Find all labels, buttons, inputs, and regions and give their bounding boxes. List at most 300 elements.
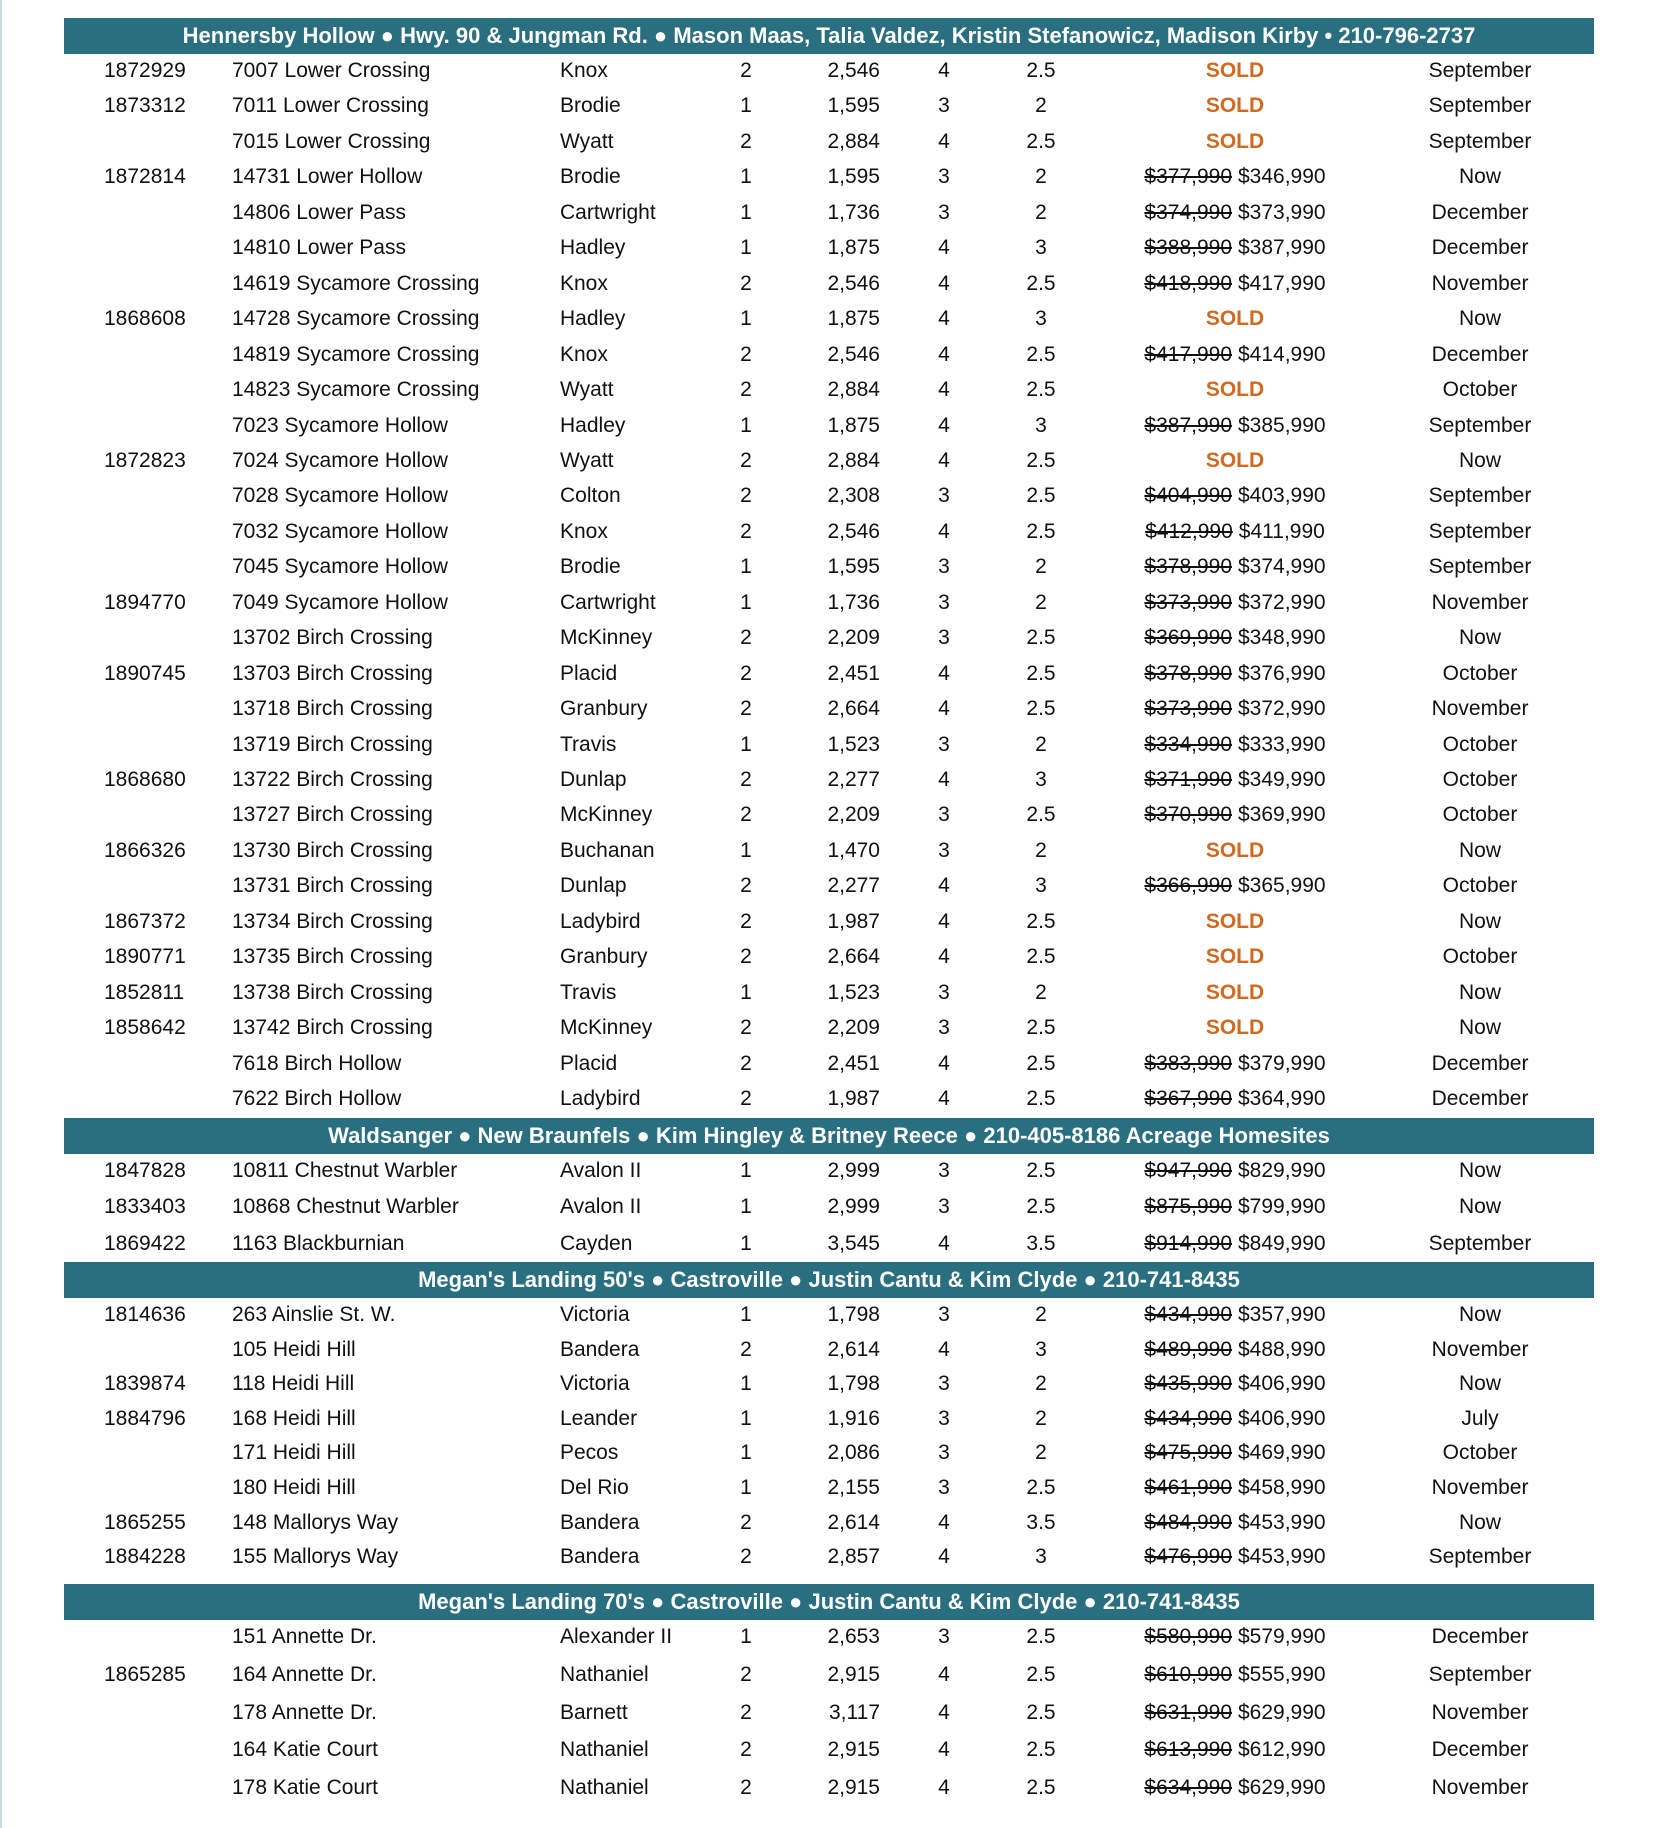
price-cell — [1120, 1011, 1350, 1045]
availability: Now — [1458, 1159, 1501, 1182]
current-price: $369,990 — [1238, 803, 1326, 826]
mls-number — [104, 409, 214, 443]
stories: 1 — [740, 307, 752, 330]
square-feet: 2,546 — [827, 343, 880, 366]
original-price: $377,990 — [1144, 165, 1232, 188]
bedrooms: 3 — [938, 484, 950, 507]
price-cell — [1120, 1771, 1350, 1805]
availability: July — [1461, 1407, 1499, 1430]
address: 7024 Sycamore Hollow — [232, 449, 448, 472]
bathrooms: 2.5 — [1026, 1625, 1056, 1648]
bathrooms: 2 — [1035, 1407, 1047, 1430]
price-cell — [1120, 1190, 1350, 1224]
stories: 2 — [740, 1738, 752, 1761]
mls-number — [104, 1471, 214, 1505]
current-price: $387,990 — [1238, 236, 1326, 259]
mls-number — [104, 267, 214, 301]
listing-row — [0, 976, 1658, 1010]
listing-row — [0, 1333, 1658, 1367]
price-cell — [1120, 550, 1350, 584]
listing-row — [0, 1436, 1658, 1470]
bedrooms: 4 — [938, 272, 950, 295]
mls-number: 1884228 — [104, 1545, 186, 1568]
price-cell — [1120, 1620, 1350, 1654]
bathrooms: 2.5 — [1026, 1016, 1056, 1039]
price-cell — [1120, 1047, 1350, 1081]
original-price: $489,990 — [1144, 1338, 1232, 1361]
bathrooms: 2.5 — [1026, 449, 1056, 472]
stories: 1 — [740, 94, 752, 117]
availability: November — [1431, 1776, 1529, 1799]
square-feet: 3,117 — [829, 1701, 880, 1724]
sold-status: SOLD — [1205, 981, 1265, 1004]
current-price: $379,990 — [1238, 1052, 1326, 1075]
availability: December — [1431, 1625, 1529, 1648]
current-price: $453,990 — [1238, 1545, 1326, 1568]
sold-status: SOLD — [1205, 910, 1265, 933]
bathrooms: 2.5 — [1026, 1663, 1056, 1686]
listing-row — [0, 1011, 1658, 1045]
original-price: $461,990 — [1144, 1476, 1232, 1499]
floor-plan: Avalon II — [560, 1195, 642, 1218]
listing-row — [0, 940, 1658, 974]
availability: November — [1431, 272, 1529, 295]
bedrooms: 3 — [938, 555, 950, 578]
stories: 2 — [740, 484, 752, 507]
floor-plan: Brodie — [560, 555, 621, 578]
listing-row — [0, 1471, 1658, 1505]
original-price: $580,990 — [1144, 1625, 1232, 1648]
original-price: $634,990 — [1144, 1776, 1232, 1799]
stories: 2 — [740, 1701, 752, 1724]
mls-number — [104, 338, 214, 372]
price-cell — [1120, 89, 1350, 123]
current-price: $469,990 — [1238, 1441, 1326, 1464]
bathrooms: 2 — [1035, 201, 1047, 224]
current-price: $373,990 — [1238, 201, 1326, 224]
current-price: $365,990 — [1238, 874, 1326, 897]
mls-number: 1839874 — [104, 1372, 186, 1395]
mls-number — [104, 692, 214, 726]
availability: Now — [1458, 1372, 1501, 1395]
bathrooms: 2 — [1035, 733, 1047, 756]
mls-number — [104, 1436, 214, 1470]
mls-number: 1865255 — [104, 1511, 186, 1534]
mls-number — [104, 1047, 214, 1081]
square-feet: 2,614 — [827, 1511, 880, 1534]
mls-number: 1872823 — [104, 449, 186, 472]
stories: 2 — [740, 1052, 752, 1075]
address: 13727 Birch Crossing — [232, 803, 433, 826]
listing-row — [0, 1540, 1658, 1574]
listing-row — [0, 869, 1658, 903]
current-price: $346,990 — [1238, 165, 1326, 188]
bathrooms: 2 — [1035, 94, 1047, 117]
square-feet: 1,523 — [827, 981, 880, 1004]
stories: 2 — [740, 1776, 752, 1799]
floor-plan: Del Rio — [560, 1476, 629, 1499]
availability: Now — [1458, 1511, 1501, 1534]
bathrooms: 2.5 — [1026, 1701, 1056, 1724]
bathrooms: 3.5 — [1026, 1511, 1056, 1534]
bedrooms: 4 — [938, 1776, 950, 1799]
bedrooms: 3 — [938, 1016, 950, 1039]
floor-plan: Cartwright — [560, 201, 656, 224]
price-cell — [1120, 1367, 1350, 1401]
square-feet: 2,277 — [827, 874, 880, 897]
bathrooms: 2.5 — [1026, 662, 1056, 685]
bathrooms: 2.5 — [1026, 1776, 1056, 1799]
square-feet: 2,614 — [827, 1338, 880, 1361]
availability: Now — [1458, 626, 1501, 649]
bathrooms: 3 — [1035, 236, 1047, 259]
price-cell — [1120, 479, 1350, 513]
price-cell — [1120, 1506, 1350, 1540]
address: 168 Heidi Hill — [232, 1407, 356, 1430]
floor-plan: Victoria — [560, 1372, 630, 1395]
address: 7007 Lower Crossing — [232, 59, 431, 82]
floor-plan: Leander — [560, 1407, 638, 1430]
mls-number: 1833403 — [104, 1195, 186, 1218]
square-feet: 1,875 — [827, 414, 880, 437]
price-cell — [1120, 1333, 1350, 1367]
bedrooms: 3 — [938, 1303, 950, 1326]
original-price: $434,990 — [1144, 1407, 1232, 1430]
floor-plan: Nathaniel — [560, 1663, 649, 1686]
availability: December — [1431, 1087, 1529, 1110]
bedrooms: 4 — [938, 1663, 950, 1686]
availability: September — [1428, 94, 1532, 117]
current-price: $348,990 — [1238, 626, 1326, 649]
price-cell — [1120, 763, 1350, 797]
current-price: $372,990 — [1238, 591, 1326, 614]
listing-row — [0, 550, 1658, 584]
current-price: $579,990 — [1238, 1625, 1326, 1648]
original-price: $383,990 — [1144, 1052, 1232, 1075]
stories: 2 — [740, 803, 752, 826]
bathrooms: 3 — [1035, 768, 1047, 791]
mls-number — [104, 1082, 214, 1116]
address: 14819 Sycamore Crossing — [232, 343, 480, 366]
bathrooms: 2.5 — [1026, 910, 1056, 933]
community-header: Hennersby Hollow ● Hwy. 90 & Jungman Rd. ● Mason Maas, Talia Valdez, Kristin Stefanowicz, Madison Kirby • 210-796-2737 — [64, 18, 1594, 54]
current-price: $629,990 — [1238, 1776, 1326, 1799]
floor-plan: McKinney — [560, 626, 653, 649]
floor-plan: Placid — [560, 1052, 618, 1075]
availability: Now — [1458, 839, 1501, 862]
price-cell — [1120, 160, 1350, 194]
availability: October — [1442, 945, 1518, 968]
floor-plan: Ladybird — [560, 910, 641, 933]
availability: October — [1442, 874, 1518, 897]
square-feet: 1,798 — [827, 1303, 880, 1326]
square-feet: 2,653 — [827, 1625, 880, 1648]
original-price: $373,990 — [1144, 591, 1232, 614]
mls-number — [104, 231, 214, 265]
square-feet: 1,736 — [827, 591, 880, 614]
bedrooms: 4 — [938, 449, 950, 472]
availability: November — [1431, 591, 1529, 614]
bedrooms: 4 — [938, 1738, 950, 1761]
stories: 2 — [740, 768, 752, 791]
availability: December — [1431, 343, 1529, 366]
original-price: $404,990 — [1144, 484, 1232, 507]
current-price: $364,990 — [1238, 1087, 1326, 1110]
original-price: $378,990 — [1144, 555, 1232, 578]
floor-plan: Hadley — [560, 414, 626, 437]
listing-row — [0, 763, 1658, 797]
bedrooms: 4 — [938, 343, 950, 366]
price-cell — [1120, 692, 1350, 726]
stories: 2 — [740, 626, 752, 649]
floor-plan: Knox — [560, 520, 608, 543]
square-feet: 2,999 — [827, 1159, 880, 1182]
bathrooms: 2.5 — [1026, 945, 1056, 968]
original-price: $484,990 — [1144, 1511, 1232, 1534]
stories: 1 — [740, 414, 752, 437]
address: 7045 Sycamore Hollow — [232, 555, 448, 578]
bedrooms: 4 — [938, 945, 950, 968]
listing-row — [0, 54, 1658, 88]
stories: 1 — [740, 1476, 752, 1499]
availability: November — [1431, 697, 1529, 720]
sold-status: SOLD — [1205, 839, 1265, 862]
stories: 1 — [740, 1407, 752, 1430]
mls-number: 1865285 — [104, 1663, 186, 1686]
stories: 1 — [740, 1195, 752, 1218]
original-price: $417,990 — [1144, 343, 1232, 366]
bedrooms: 3 — [938, 165, 950, 188]
mls-number: 1890771 — [104, 945, 186, 968]
current-price: $555,990 — [1238, 1663, 1326, 1686]
address: 13719 Birch Crossing — [232, 733, 433, 756]
bedrooms: 3 — [938, 733, 950, 756]
bathrooms: 2.5 — [1026, 1195, 1056, 1218]
price-cell — [1120, 267, 1350, 301]
bedrooms: 4 — [938, 1338, 950, 1361]
original-price: $412,990 — [1145, 520, 1233, 543]
price-cell — [1120, 1471, 1350, 1505]
listing-row — [0, 373, 1658, 407]
stories: 2 — [740, 1545, 752, 1568]
bedrooms: 3 — [938, 1407, 950, 1430]
price-cell — [1120, 231, 1350, 265]
stories: 1 — [740, 1303, 752, 1326]
square-feet: 1,595 — [827, 165, 880, 188]
floor-plan: Victoria — [560, 1303, 630, 1326]
price-cell — [1120, 54, 1350, 88]
bathrooms: 2 — [1035, 165, 1047, 188]
mls-number: 1867372 — [104, 910, 186, 933]
square-feet: 2,155 — [827, 1476, 880, 1499]
square-feet: 2,451 — [827, 1052, 880, 1075]
original-price: $613,990 — [1144, 1738, 1232, 1761]
address: 13734 Birch Crossing — [232, 910, 433, 933]
availability: December — [1431, 1738, 1529, 1761]
stories: 1 — [740, 1159, 752, 1182]
mls-number: 1872814 — [104, 165, 186, 188]
floor-plan: Bandera — [560, 1545, 640, 1568]
current-price: $488,990 — [1238, 1338, 1326, 1361]
current-price: $458,990 — [1238, 1476, 1326, 1499]
address: 13742 Birch Crossing — [232, 1016, 433, 1039]
address: 118 Heidi Hill — [232, 1372, 355, 1395]
bedrooms: 4 — [938, 59, 950, 82]
sold-status: SOLD — [1205, 59, 1265, 82]
square-feet: 1,875 — [827, 307, 880, 330]
listing-row — [0, 89, 1658, 123]
availability: October — [1442, 662, 1518, 685]
price-cell — [1120, 621, 1350, 655]
floor-plan: Cayden — [560, 1232, 633, 1255]
floor-plan: McKinney — [560, 1016, 653, 1039]
square-feet: 2,086 — [827, 1441, 880, 1464]
current-price: $372,990 — [1238, 697, 1326, 720]
square-feet: 2,209 — [827, 803, 880, 826]
availability: October — [1442, 803, 1518, 826]
square-feet: 2,915 — [827, 1776, 880, 1799]
bedrooms: 3 — [938, 839, 950, 862]
square-feet: 2,884 — [827, 449, 880, 472]
original-price: $418,990 — [1144, 272, 1232, 295]
price-cell — [1120, 834, 1350, 868]
original-price: $434,990 — [1144, 1303, 1232, 1326]
price-cell — [1120, 1733, 1350, 1767]
listing-row — [0, 302, 1658, 336]
address: 105 Heidi Hill — [232, 1338, 356, 1361]
original-price: $367,990 — [1144, 1087, 1232, 1110]
bathrooms: 3 — [1035, 414, 1047, 437]
price-cell — [1120, 125, 1350, 159]
listing-row — [0, 657, 1658, 691]
bedrooms: 3 — [938, 1159, 950, 1182]
price-cell — [1120, 1540, 1350, 1574]
square-feet: 3,545 — [827, 1232, 880, 1255]
availability: Now — [1458, 1016, 1501, 1039]
address: 7049 Sycamore Hollow — [232, 591, 448, 614]
bathrooms: 2.5 — [1026, 59, 1056, 82]
original-price: $388,990 — [1144, 236, 1232, 259]
listing-row — [0, 409, 1658, 443]
address: 13702 Birch Crossing — [232, 626, 433, 649]
price-cell — [1120, 338, 1350, 372]
current-price: $849,990 — [1238, 1232, 1326, 1255]
current-price: $411,990 — [1238, 520, 1325, 543]
square-feet: 1,736 — [827, 201, 880, 224]
mls-number — [104, 1696, 214, 1730]
bathrooms: 2.5 — [1026, 697, 1056, 720]
stories: 1 — [740, 981, 752, 1004]
address: 164 Katie Court — [232, 1738, 378, 1761]
current-price: $453,990 — [1238, 1511, 1326, 1534]
original-price: $476,990 — [1144, 1545, 1232, 1568]
square-feet: 2,546 — [827, 520, 880, 543]
floor-plan: Dunlap — [560, 874, 627, 897]
current-price: $406,990 — [1238, 1407, 1326, 1430]
address: 14731 Lower Hollow — [232, 165, 423, 188]
floor-plan: Buchanan — [560, 839, 655, 862]
address: 151 Annette Dr. — [232, 1625, 377, 1648]
stories: 2 — [740, 59, 752, 82]
mls-number — [104, 373, 214, 407]
listing-row — [0, 338, 1658, 372]
original-price: $369,990 — [1144, 626, 1232, 649]
stories: 2 — [740, 1087, 752, 1110]
bedrooms: 3 — [938, 1625, 950, 1648]
original-price: $334,990 — [1144, 733, 1232, 756]
bathrooms: 3 — [1035, 307, 1047, 330]
stories: 2 — [740, 697, 752, 720]
bathrooms: 2.5 — [1026, 130, 1056, 153]
stories: 1 — [740, 555, 752, 578]
listing-row — [0, 621, 1658, 655]
address: 180 Heidi Hill — [232, 1476, 356, 1499]
availability: September — [1428, 1545, 1532, 1568]
current-price: $829,990 — [1238, 1159, 1326, 1182]
price-cell — [1120, 1082, 1350, 1116]
square-feet: 1,987 — [827, 910, 880, 933]
address: 10811 Chestnut Warbler — [232, 1159, 458, 1182]
original-price: $610,990 — [1144, 1663, 1232, 1686]
listing-row — [0, 1190, 1658, 1224]
bathrooms: 2.5 — [1026, 1476, 1056, 1499]
original-price: $378,990 — [1144, 662, 1232, 685]
mls-number: 1868680 — [104, 768, 186, 791]
bathrooms: 2 — [1035, 1441, 1047, 1464]
original-price: $370,990 — [1144, 803, 1232, 826]
listing-row — [0, 1771, 1658, 1805]
current-price: $376,990 — [1238, 662, 1326, 685]
floor-plan: Brodie — [560, 165, 621, 188]
bedrooms: 4 — [938, 1052, 950, 1075]
floor-plan: Travis — [560, 981, 617, 1004]
mls-number: 1866326 — [104, 839, 186, 862]
listing-row — [0, 728, 1658, 762]
price-cell — [1120, 1402, 1350, 1436]
mls-number — [104, 1333, 214, 1367]
price-cell — [1120, 586, 1350, 620]
bathrooms: 2.5 — [1026, 1159, 1056, 1182]
address: 148 Mallorys Way — [232, 1511, 399, 1534]
address: 13703 Birch Crossing — [232, 662, 433, 685]
mls-number — [104, 550, 214, 584]
address: 13730 Birch Crossing — [232, 839, 433, 862]
bedrooms: 4 — [938, 236, 950, 259]
bedrooms: 4 — [938, 1701, 950, 1724]
original-price: $631,990 — [1144, 1701, 1232, 1724]
availability: September — [1428, 555, 1532, 578]
availability: December — [1431, 201, 1529, 224]
price-cell — [1120, 1298, 1350, 1332]
original-price: $875,990 — [1144, 1195, 1232, 1218]
listing-row — [0, 160, 1658, 194]
price-cell — [1120, 1658, 1350, 1692]
stories: 2 — [740, 378, 752, 401]
community-header: Megan's Landing 50's ● Castroville ● Justin Cantu & Kim Clyde ● 210-741-8435 — [64, 1262, 1594, 1298]
address: 178 Annette Dr. — [232, 1701, 377, 1724]
price-cell — [1120, 196, 1350, 230]
square-feet: 2,915 — [827, 1738, 880, 1761]
floor-plan: Placid — [560, 662, 618, 685]
availability: September — [1428, 130, 1532, 153]
bathrooms: 2.5 — [1026, 484, 1056, 507]
availability: Now — [1458, 1195, 1501, 1218]
availability: Now — [1458, 981, 1501, 1004]
mls-number — [104, 728, 214, 762]
bedrooms: 4 — [938, 1232, 950, 1255]
availability: Now — [1458, 165, 1501, 188]
listing-row — [0, 905, 1658, 939]
